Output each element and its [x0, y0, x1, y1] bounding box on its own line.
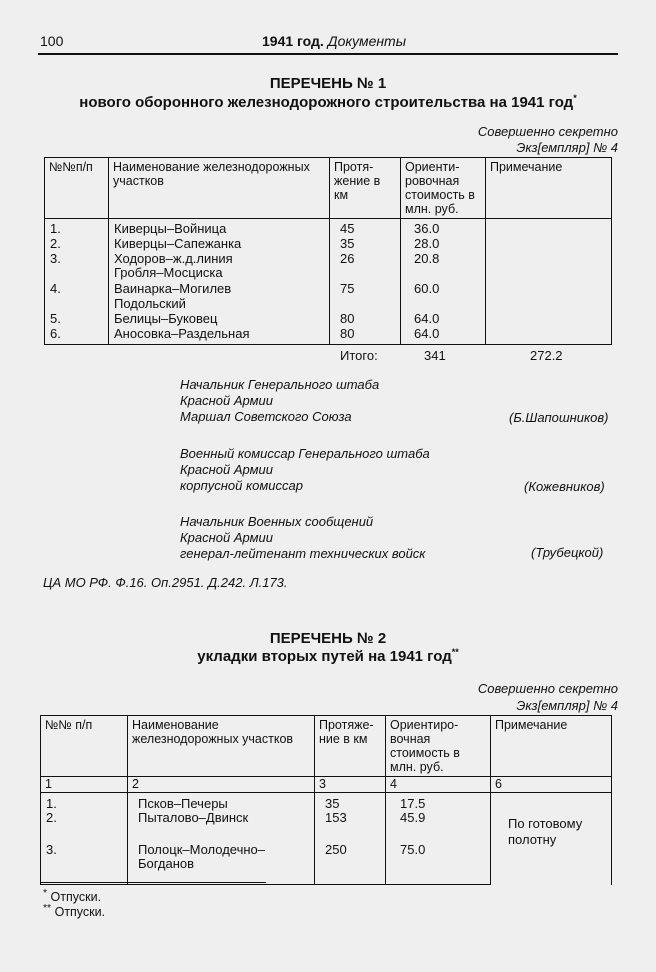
doc1-row-num: 2.: [50, 236, 61, 251]
doc1-row-num: 6.: [50, 326, 61, 341]
doc1-header-num: №№п/п: [45, 158, 109, 219]
doc2-row-cost: 17.5: [400, 796, 426, 811]
signature-line: генерал-лейтенант технических войск: [180, 546, 426, 561]
doc1-row-length: 80: [340, 311, 355, 326]
doc2-title-line1: ПЕРЕЧЕНЬ № 2: [269, 630, 387, 647]
doc2-header-length: Протяже-ние в км: [315, 716, 386, 777]
doc1-row-cost: 64.0: [414, 326, 440, 341]
doc1-row-length: 75: [340, 281, 355, 296]
page-number: 100: [40, 33, 64, 49]
doc2-copy-number: Экз[емпляр] № 4: [516, 698, 618, 713]
doc2-row-num: 3.: [46, 842, 57, 857]
doc1-header-note: Примечание: [486, 158, 612, 219]
doc1-title-line2: нового оборонного железнодорожного строительства на 1941 год*: [79, 93, 577, 111]
doc2-col-number: 3: [315, 777, 386, 793]
doc2-header-note: Примечание: [491, 716, 612, 777]
doc2-col-number: 2: [128, 777, 315, 793]
doc2-row-name: Пыталово–Двинск: [138, 810, 249, 825]
signature-name-3: (Трубецкой): [531, 545, 604, 560]
footnote-2: ** Отпуски.: [43, 903, 106, 920]
signature-block-3: [180, 514, 425, 562]
doc2-row-name: Псков–Печеры: [138, 796, 228, 811]
signature-line: корпусной комиссар: [180, 478, 303, 493]
doc1-row-length: 45: [340, 221, 355, 236]
doc1-row-name: Аносовка–Раздельная: [114, 326, 250, 341]
doc2-row-length: 35: [325, 796, 340, 811]
doc1-row-length: 26: [340, 251, 355, 266]
doc1-copy-number: Экз[емпляр] № 4: [516, 140, 618, 155]
doc1-row-num: 4.: [50, 281, 61, 296]
header-rule: [38, 53, 618, 55]
archive-reference: ЦА МО РФ. Ф.16. Оп.2951. Д.242. Л.173.: [43, 575, 288, 590]
doc2-row-name-cont: Богданов: [138, 856, 195, 871]
doc1-row-cost: 20.8: [414, 251, 440, 266]
signature-line: Красной Армии: [180, 462, 273, 477]
doc1-row-num: 3.: [50, 251, 61, 266]
doc1-row-cost: 28.0: [414, 236, 440, 251]
doc1-row-name-cont: Гробля–Мосциска: [114, 265, 223, 280]
doc2-secret-stamp: Совершенно секретно: [477, 681, 618, 696]
doc2-row-cost: 45.9: [400, 810, 426, 825]
doc1-header-length: Протя-жение в км: [330, 158, 401, 219]
signature-line: Военный комиссар Генерального штаба: [180, 446, 430, 461]
doc1-row-num: 1.: [50, 221, 61, 236]
signature-line: Маршал Советского Союза: [180, 409, 352, 424]
doc1-total-cost: 341: [424, 348, 446, 363]
doc2-col-number: 1: [41, 777, 128, 793]
doc1-row-cost: 64.0: [414, 311, 440, 326]
doc1-title-line1: ПЕРЕЧЕНЬ № 1: [269, 75, 387, 92]
doc1-row-cost: 36.0: [414, 221, 440, 236]
signature-block-2: [180, 446, 430, 494]
doc2-header-name: Наименование железнодорожных участков: [128, 716, 315, 777]
footnote-1: * Отпуски.: [43, 888, 102, 905]
signature-line: Красной Армии: [180, 393, 273, 408]
doc1-row-num: 5.: [50, 311, 61, 326]
doc1-row-name: Белицы–Буковец: [114, 311, 218, 326]
doc1-row-length: 35: [340, 236, 355, 251]
signature-line: Красной Армии: [180, 530, 273, 545]
doc1-header-name: Наименование железнодорожных участков: [109, 158, 330, 219]
doc1-row-name: Ходоров–ж.д.линия: [114, 251, 233, 266]
doc2-row-num: 2.: [46, 810, 57, 825]
doc2-title-line2: укладки вторых путей на 1941 год**: [197, 647, 459, 665]
doc1-secret-stamp: Совершенно секретно: [477, 124, 618, 139]
doc2-header-cost: Ориентиро-вочная стоимость в млн. руб.: [386, 716, 491, 777]
signature-line: Начальник Генерального штаба: [180, 377, 380, 392]
doc1-row-name: Ваинарка–Могилев: [114, 281, 232, 296]
doc1-row-name-cont: Подольский: [114, 296, 186, 311]
doc1-row-name: Киверцы–Сапежанка: [114, 236, 242, 251]
footnote-rule: [40, 882, 266, 883]
doc1-row-length: 80: [340, 326, 355, 341]
doc2-row-name: Полоцк–Молодечно–: [138, 842, 266, 857]
doc1-total-note: 272.2: [530, 348, 563, 363]
doc1-total-label: Итого:: [340, 348, 378, 363]
doc2-row-cost: 75.0: [400, 842, 426, 857]
signature-name-1: (Б.Шапошников): [509, 410, 609, 425]
doc2-col-number: 4: [386, 777, 491, 793]
doc1-row-name: Киверцы–Войница: [114, 221, 227, 236]
doc2-col-number: 6: [491, 777, 612, 793]
doc1-row-cost: 60.0: [414, 281, 440, 296]
doc2-row-num: 1.: [46, 796, 57, 811]
doc2-row-length: 153: [325, 810, 347, 825]
doc1-header-cost: Ориенти-ровочная стоимость в млн. руб.: [401, 158, 486, 219]
signature-name-2: (Кожевников): [524, 479, 605, 494]
doc2-header-num: №№ п/п: [41, 716, 128, 777]
signature-line: Начальник Военных сообщений: [180, 514, 374, 529]
signature-block-1: [180, 377, 379, 425]
doc1-total-rule: [44, 344, 612, 345]
doc2-row-length: 250: [325, 842, 347, 857]
doc2-row-note: По готовому полотну: [508, 816, 583, 847]
running-title: 1941 год. Документы: [262, 33, 407, 49]
